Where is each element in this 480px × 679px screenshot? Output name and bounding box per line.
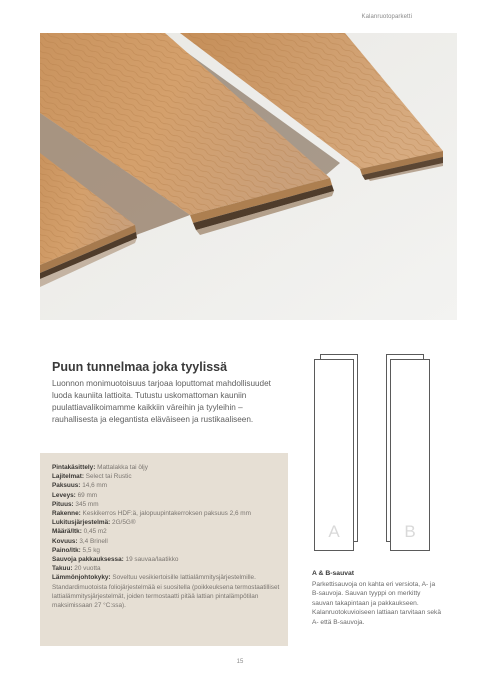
- ab-boards-text: Parkettisauvoja on kahta eri versiota, A- ja B-sauvoja. Sauvan tyyppi on merkitty sauvan takapintaan ja pakkaukseen. Kalanruotokuvioiseen lattiaan tarvitaan sekä A- että B-sauvoja.: [312, 581, 442, 626]
- spec-row-grades: [52, 472, 282, 481]
- spec-label: Lajitelmat:: [52, 473, 84, 481]
- spec-value: 69 mm: [75, 491, 98, 499]
- oak-parquet-boards-photo: [40, 33, 457, 320]
- spec-row-structure: [52, 509, 282, 518]
- spec-label: Rakenne:: [52, 510, 81, 518]
- board-b-diagram: [390, 359, 430, 551]
- ab-boards-title: A & B-sauvat: [312, 570, 355, 577]
- spec-row-locking: [52, 518, 282, 527]
- spec-label: Pintakäsittely:: [52, 464, 96, 471]
- spec-label: Kovuus:: [52, 537, 78, 545]
- product-photo: [40, 33, 457, 320]
- section-title: Puun tunnelmaa joka tyylissä: [52, 360, 228, 374]
- spec-label: Sauvoja pakkauksessa:: [52, 556, 124, 564]
- spec-value: Select tai Rustic: [83, 473, 132, 481]
- intro-paragraph: Luonnon monimuotoisuus tarjoaa loputtomat mahdollisuudet luoda kauniita lattioita. Tutustu uskomattoman kauniin puulattiavalikoimamme kaikkiin väreihin ja tyyleihin – rauhallisesta ja elegantista eläväiseen ja rustikaaliseen.: [52, 379, 271, 424]
- spec-label: Leveys:: [52, 491, 76, 499]
- spec-value: 3,4 Brinell: [77, 537, 108, 545]
- spec-value: Mattalakka tai öljy: [95, 464, 148, 471]
- spec-value: 19 sauvaa/laatikko: [123, 556, 179, 564]
- spec-value: 14,6 mm: [80, 482, 108, 490]
- spec-row-length: [52, 500, 282, 509]
- spec-label: Paksuus:: [52, 482, 81, 490]
- spec-value: Keskikerros HDF:ä, jalopuupintakerroksen paksuus 2,6 mm: [80, 510, 251, 518]
- spec-value: 2G/5G®: [110, 519, 136, 527]
- spec-row-heat-conductivity: [52, 573, 282, 610]
- board-a-letter: A: [328, 522, 340, 541]
- spec-row-hardness: [52, 537, 282, 546]
- spec-row-weight: [52, 546, 282, 555]
- page-number: 15: [236, 659, 244, 665]
- spec-label: Paino/ltk:: [52, 546, 81, 554]
- spec-value: 0,45 m2: [81, 528, 107, 536]
- spec-value: 5,5 kg: [80, 546, 100, 554]
- spec-label: Pituus:: [52, 500, 74, 508]
- spec-row-warranty: [52, 564, 282, 573]
- spec-row-thickness: [52, 481, 282, 490]
- spec-row-pack-count: [52, 555, 282, 564]
- spec-list: [52, 463, 282, 610]
- board-a-diagram: [314, 359, 354, 551]
- spec-label: Lämmönjohtokyky:: [52, 574, 111, 582]
- specifications-box: [40, 453, 288, 646]
- spec-row-quantity: [52, 527, 282, 536]
- spec-value: 345 mm: [73, 500, 99, 508]
- board-b-letter: B: [404, 522, 416, 541]
- spec-label: Määrä/ltk:: [52, 528, 82, 536]
- spec-row-surface: [52, 463, 282, 472]
- spec-value: 20 vuotta: [72, 565, 101, 573]
- header-label: Kalanruotoparketti: [361, 14, 412, 20]
- spec-row-width: [52, 491, 282, 500]
- spec-label: Lukitusjärjestelmä:: [52, 519, 111, 527]
- spec-value: Soveltuu vesikiertoisille lattialämmitysjärjestelmille. Standardimuotoista foliojärjestelmää ei suositella (poikkeuksena termostaatilliset lattialämmitysjärjestelmät, joiden termostaatti pitää lattian pintalämpötilan maksimissaan 27 °C:ssa).: [52, 574, 280, 610]
- spec-label: Takuu:: [52, 565, 73, 573]
